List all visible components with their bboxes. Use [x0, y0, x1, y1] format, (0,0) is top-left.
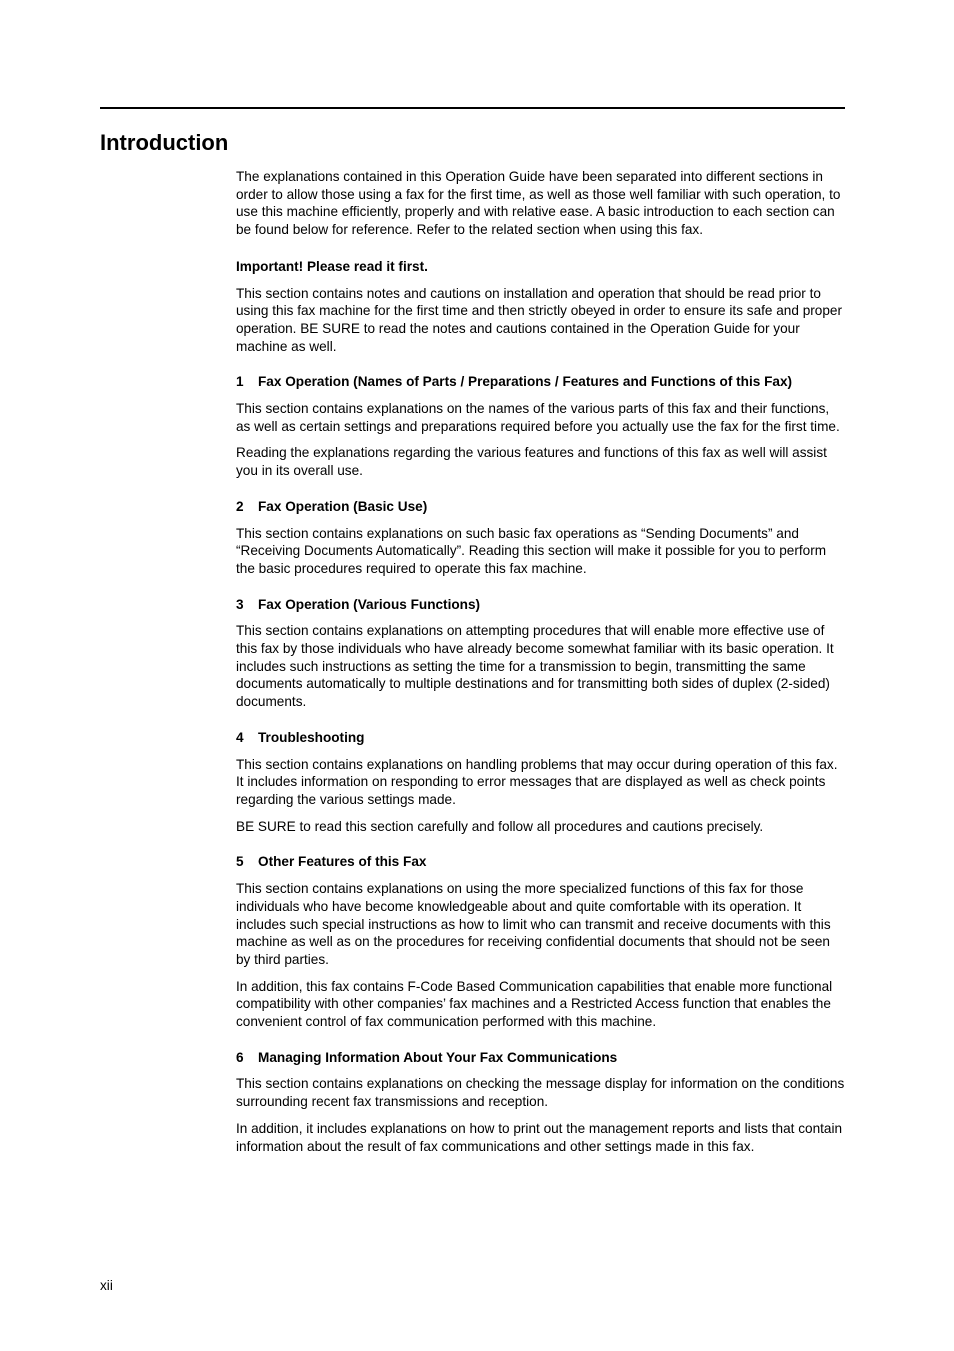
header-rule: [100, 107, 845, 109]
section-paragraph: This section contains explanations on using the more specialized functions of this fax for those individuals who have become knowledgeable about and quite comfortable with its operation. It includes such special instructions as how to limit who can transmit and receive documents with this machine as well as on the procedures for receiving confidential documents that should not be seen by third parties.: [236, 881, 831, 967]
section-title: Troubleshooting: [258, 729, 365, 745]
section-title: Other Features of this Fax: [258, 854, 427, 870]
section-number: 1: [236, 374, 244, 390]
section-heading-2: [236, 498, 846, 516]
section-heading-1: [236, 373, 846, 391]
intro-paragraph: The explanations contained in this Operation Guide have been separated into different sections in order to allow those using a fax for the first time, as well as those well familiar with such operation, to use this machine efficiently, properly and with relative ease. A basic introduction to each section can be found below for reference. Refer to the related section when using this fax.: [236, 169, 841, 238]
main-content: [236, 168, 846, 1164]
section-number: 4: [236, 729, 244, 745]
section-heading-3: [236, 596, 846, 614]
section-paragraph: Reading the explanations regarding the various features and functions of this fax as well will assist you in its overall use.: [236, 445, 827, 479]
section-paragraph: This section contains explanations on such basic fax operations as “Sending Documents” and “Receiving Documents Automatically”. Reading this section will make it possible for you to perform the basic procedures required to operate this fax machine.: [236, 525, 827, 576]
section-title: Managing Information About Your Fax Communications: [258, 1049, 618, 1065]
page-number: xii: [100, 1278, 113, 1293]
section-paragraph: This section contains explanations on the names of the various parts of this fax and their functions, as well as certain settings and preparations required before you actually use the fax for the first time.: [236, 401, 840, 434]
section-paragraph: This section contains explanations on attempting procedures that will enable more effective use of this fax by those individuals who have already become somewhat familiar with its basic operation. It includes such instructions as setting the time for a transmission to begin, transmitting the same documents automatically to multiple destinations and for transmitting both sides of duplex (2-sided) documents.: [236, 623, 834, 710]
section-heading-6: [236, 1049, 846, 1067]
section-paragraph: This section contains explanations on checking the message display for information on the conditions surrounding recent fax transmissions and reception.: [236, 1076, 845, 1110]
section-number: 5: [236, 854, 244, 870]
section-title: Fax Operation (Various Functions): [258, 596, 481, 612]
section-title: Fax Operation (Basic Use): [258, 498, 428, 514]
section-heading-4: [236, 729, 846, 747]
section-heading-5: [236, 853, 846, 871]
section-paragraph: In addition, this fax contains F-Code Based Communication capabilities that enable more functional compatibility with other companies’ fax machines and a Restricted Access function that enables the convenient control of fax communication performed with this machine.: [236, 978, 833, 1030]
section-paragraph: BE SURE to read this section carefully and follow all procedures and cautions precisely.: [236, 818, 764, 834]
section-title: Fax Operation (Names of Parts / Preparations / Features and Functions of this Fax): [258, 374, 793, 390]
page-title: Introduction: [100, 130, 229, 155]
section-paragraph: In addition, it includes explanations on how to print out the management reports and lists that contain information about the result of fax communications and other settings made in this fax.: [236, 1120, 843, 1154]
section-number: 3: [236, 596, 244, 612]
important-heading: Important! Please read it first.: [236, 258, 428, 274]
section-paragraph: This section contains explanations on handling problems that may occur during operation of this fax. It includes information on responding to error messages that are displayed as well as check points regarding the various settings made.: [236, 756, 838, 807]
section-number: 6: [236, 1049, 244, 1065]
section-number: 2: [236, 498, 244, 514]
important-paragraph: This section contains notes and cautions on installation and operation that should be read prior to using this fax machine for the first time and then strictly obeyed in order to ensure its safe and proper operation. BE SURE to read the notes and cautions contained in the Operation Guide for your machine as well.: [236, 285, 842, 354]
